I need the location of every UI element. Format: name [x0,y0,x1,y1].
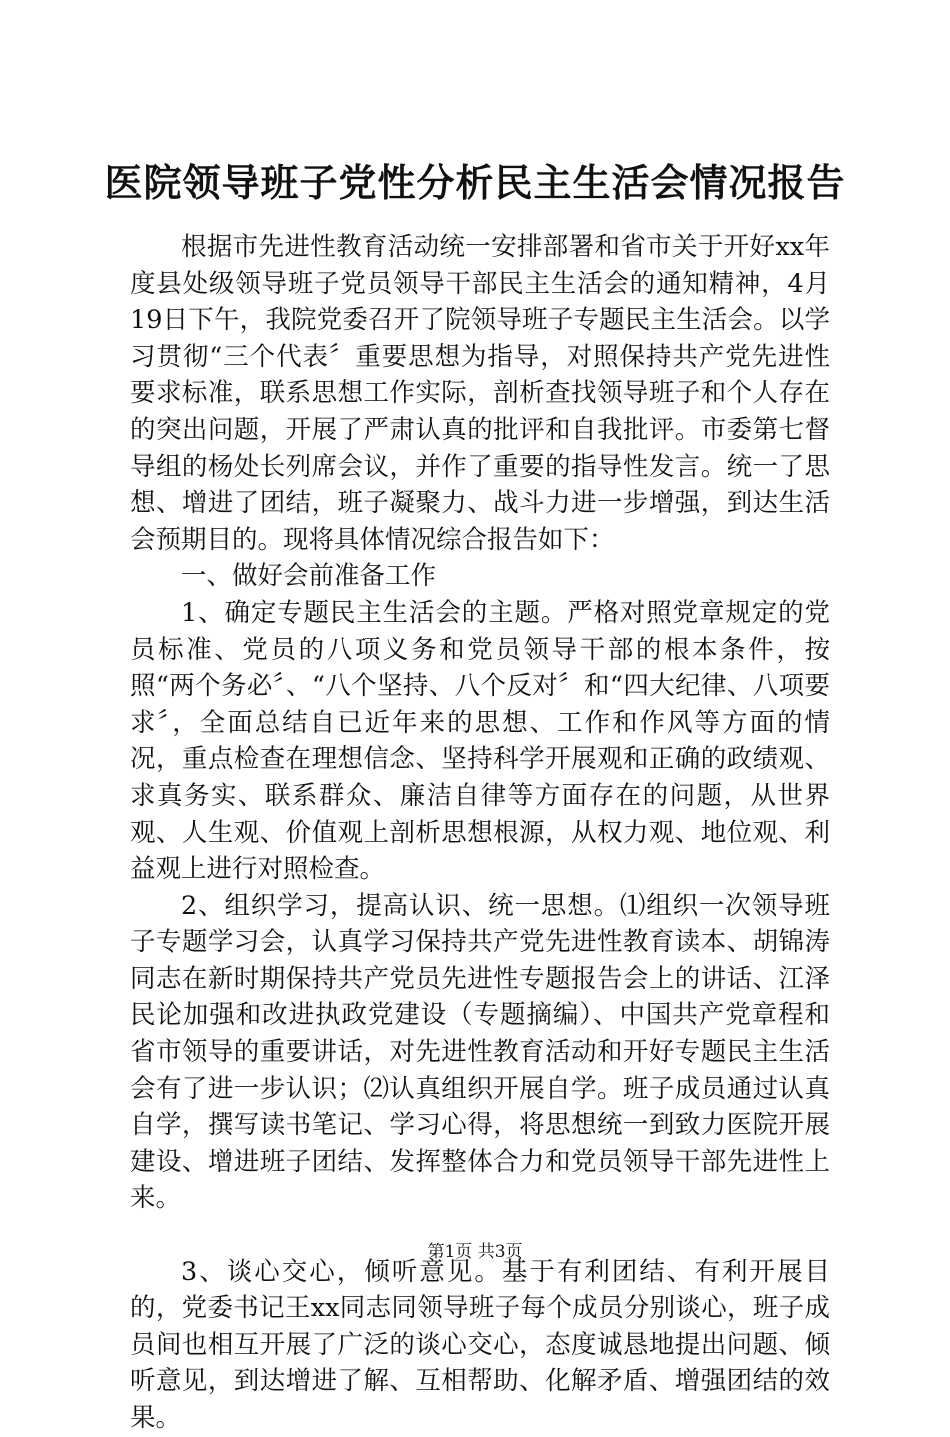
intro-paragraph: 根据市先进性教育活动统一安排部署和省市关于开好xx年度县处级领导班子党员领导干部民主生活会的通知精神，4月19日下午，我院党委召开了院领导班子专题民主生活会。以学习贯彻“三个代表〞重要思想为指导，对照保持共产党先进性要求标准，联系思想工作实际，剖析查找领导班子和个人存在的突出问题，开展了严肃认真的批评和自我批评。市委第七督导组的杨处长列席会议，并作了重要的指导性发言。统一了思想、增进了团结，班子凝聚力、战斗力进一步增强，到达生活会预期目的。现将具体情况综合报告如下： [130,232,830,555]
section-heading: 一、做好会前准备工作 [181,561,437,592]
item-paragraph-3: 3、谈心交心，倾听意见。基于有利团结、有利开展目的，党委书记王xx同志同领导班子每个成员分别谈心，班子成员间也相互开展了广泛的谈心交心，态度诚恳地提出问题、倾听意见，到达增进了解、互相帮助、化解矛盾、增强团结的效果。 [130,1256,830,1433]
document-title: 医院领导班子党性分析民主生活会情况报告 [104,160,846,205]
item-paragraph-1: 1、确定专题民主生活会的主题。严格对照党章规定的党员标准、党员的八项义务和党员领导干部的根本条件，按照“两个务必〞、“八个坚持、八个反对〞和“四大纪律、八项要求〞，全面总结自已近年来的思想、工作和作风等方面的情况，重点检查在理想信念、坚持科学开展观和正确的政绩观、求真务实、联系群众、廉洁自律等方面存在的问题，从世界观、人生观、价值观上剖析思想根源，从权力观、地位观、利益观上进行对照检查。 [130,597,830,885]
page-number-footer: 第1页 共3页 [427,1242,523,1262]
item-paragraph-2: 2、组织学习，提高认识、统一思想。⑴组织一次领导班子专题学习会，认真学习保持共产党先进性教育读本、胡锦涛同志在新时期保持共产党员先进性专题报告会上的讲话、江泽民论加强和改进执政党建设（专题摘编）、中国共产党章程和省市领导的重要讲话，对先进性教育活动和开好专题民主生活会有了进一步认识；⑵认真组织开展自学。班子成员通过认真自学，撰写读书笔记、学习心得，将思想统一到致力医院开展建设、增进班子团结、发挥整体合力和党员领导干部先进性上来。 [130,890,830,1214]
